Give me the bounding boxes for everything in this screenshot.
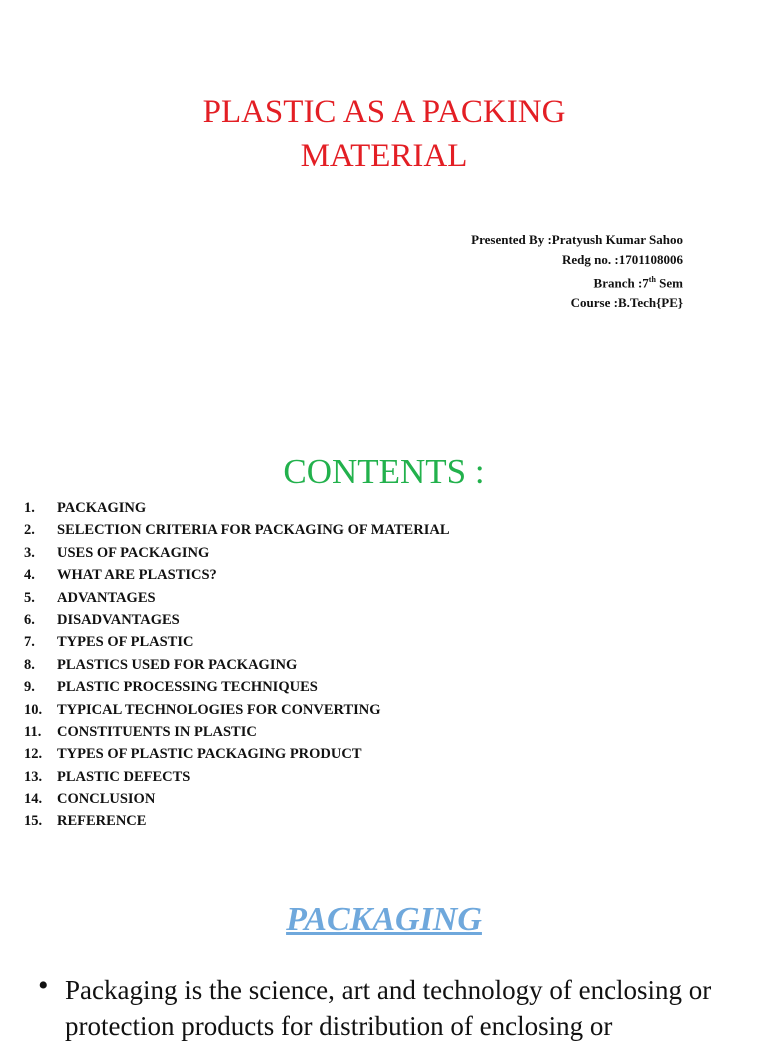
branch-suffix: Sem (655, 275, 683, 291)
list-item (24, 587, 449, 609)
bullet-point (38, 969, 748, 1044)
list-item (24, 788, 449, 810)
list-item-number: 4. (24, 567, 35, 584)
packaging-heading: PACKAGING (286, 901, 482, 938)
list-item-number: 14. (24, 791, 43, 808)
list-item-label: SELECTION CRITERIA FOR PACKAGING OF MATERIAL (57, 522, 450, 539)
list-item-label: CONSTITUENTS IN PLASTIC (57, 723, 257, 740)
list-item-number: 13. (24, 768, 43, 785)
list-item-label: TYPES OF PLASTIC (57, 634, 194, 651)
list-item (24, 676, 449, 698)
list-item (24, 519, 449, 541)
branch-superscript: th (648, 275, 656, 284)
bullet-text: Packaging is the science, art and technology of enclosing or protection products for distribution of enclosing or (65, 975, 712, 1041)
list-item-label: TYPES OF PLASTIC PACKAGING PRODUCT (57, 746, 362, 763)
list-item (24, 631, 449, 653)
contents-heading: CONTENTS : (283, 452, 485, 491)
slide-title-line-2: MATERIAL (300, 138, 468, 174)
list-item-label: ADVANTAGES (57, 589, 156, 606)
list-item (24, 497, 449, 519)
list-item-number: 9. (24, 679, 35, 696)
branch-info (471, 270, 683, 293)
list-item-number: 15. (24, 813, 43, 830)
course-info: Course :B.Tech{PE} (570, 295, 683, 311)
list-item-label: PLASTIC PROCESSING TECHNIQUES (57, 679, 318, 696)
list-item-number: 1. (24, 500, 35, 516)
list-item-label: DISADVANTAGES (57, 611, 180, 628)
presenter-info (471, 230, 683, 313)
list-item-number: 6. (24, 611, 35, 628)
registration-number: Redg no. :1701108006 (562, 252, 683, 267)
list-item-number: 11. (24, 723, 42, 740)
contents-list (24, 497, 449, 833)
list-item-label: CONCLUSION (57, 791, 156, 808)
list-item-label: PLASTIC DEFECTS (57, 768, 191, 785)
list-item (24, 654, 449, 676)
list-item-number: 5. (24, 589, 35, 606)
presenter-name: Presented By :Pratyush Kumar Sahoo (471, 232, 683, 247)
bullet-icon: • (38, 969, 49, 1002)
list-item-number: 3. (24, 544, 35, 561)
list-item-number: 8. (24, 656, 35, 673)
list-item-label: TYPICAL TECHNOLOGIES FOR CONVERTING (57, 701, 381, 718)
list-item-number: 12. (24, 746, 43, 763)
list-item (24, 721, 449, 743)
list-item-number: 7. (24, 634, 35, 651)
list-item (24, 743, 449, 765)
list-item-label: PACKAGING (57, 500, 147, 516)
list-item-label: WHAT ARE PLASTICS? (57, 567, 217, 584)
list-item (24, 699, 449, 721)
list-item (24, 766, 449, 788)
list-item-number: 2. (24, 522, 35, 539)
list-item (24, 810, 449, 832)
list-item-label: REFERENCE (57, 813, 147, 830)
slide-title (0, 90, 768, 178)
list-item-label: USES OF PACKAGING (57, 544, 210, 561)
list-item (24, 542, 449, 564)
list-item-label: PLASTICS USED FOR PACKAGING (57, 656, 298, 673)
slide-title-line-1: PLASTIC AS A PACKING (202, 94, 566, 130)
list-item (24, 609, 449, 631)
list-item-number: 10. (24, 701, 43, 718)
list-item (24, 564, 449, 586)
branch-prefix: Branch :7 (593, 275, 649, 291)
